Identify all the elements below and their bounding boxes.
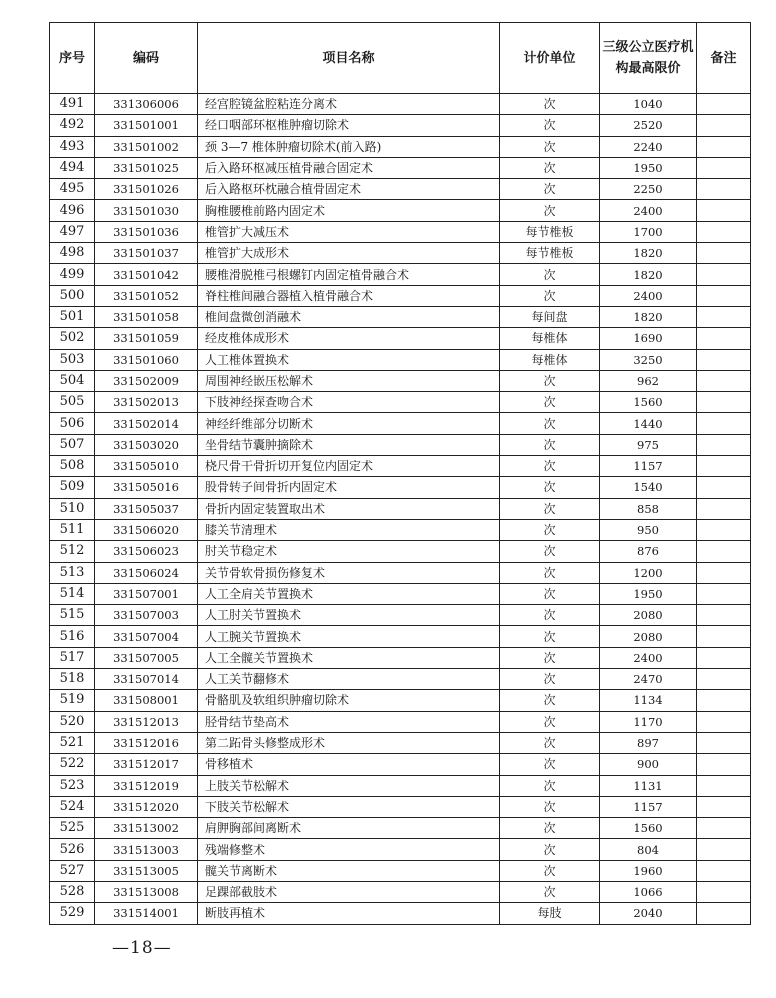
code-cell: 331501059 (95, 328, 198, 349)
remarks-cell (697, 179, 751, 200)
code-cell: 331502014 (95, 413, 198, 434)
table-row (50, 626, 751, 647)
remarks-cell (697, 349, 751, 370)
serial-number-cell: 511 (50, 519, 95, 540)
serial-number-cell: 495 (50, 179, 95, 200)
table-row (50, 903, 751, 924)
max-price-cell: 1040 (600, 94, 697, 115)
remarks-cell (697, 94, 751, 115)
pricing-unit-cell: 次 (500, 647, 600, 668)
serial-number-cell: 521 (50, 732, 95, 753)
item-name-cell: 周围神经嵌压松解术 (198, 370, 500, 391)
code-cell: 331505037 (95, 498, 198, 519)
item-name-cell: 胸椎腰椎前路内固定术 (198, 200, 500, 221)
remarks-cell (697, 775, 751, 796)
item-name-cell: 颈 3—7 椎体肿瘤切除术(前入路) (198, 136, 500, 157)
code-cell: 331501002 (95, 136, 198, 157)
code-cell: 331512013 (95, 711, 198, 732)
code-cell: 331503020 (95, 434, 198, 455)
pricing-unit-cell: 次 (500, 456, 600, 477)
max-price-cell: 2040 (600, 903, 697, 924)
table-row (50, 179, 751, 200)
max-price-cell: 1820 (600, 264, 697, 285)
item-name-cell: 后入路枢环枕融合植骨固定术 (198, 179, 500, 200)
table-row (50, 796, 751, 817)
code-cell: 331513008 (95, 881, 198, 902)
remarks-cell (697, 519, 751, 540)
table-row (50, 264, 751, 285)
item-name-cell: 经皮椎体成形术 (198, 328, 500, 349)
remarks-cell (697, 690, 751, 711)
serial-number-cell: 497 (50, 221, 95, 242)
code-cell: 331501036 (95, 221, 198, 242)
item-name-cell: 骨骼肌及软组织肿瘤切除术 (198, 690, 500, 711)
max-price-cell: 2250 (600, 179, 697, 200)
item-name-cell: 肩胛胸部间离断术 (198, 818, 500, 839)
max-price-cell: 804 (600, 839, 697, 860)
remarks-cell (697, 626, 751, 647)
table-row (50, 732, 751, 753)
item-name-cell: 人工全髋关节置换术 (198, 647, 500, 668)
max-price-cell: 1950 (600, 157, 697, 178)
table-row (50, 94, 751, 115)
item-name-cell: 经口咽部环枢椎肿瘤切除术 (198, 115, 500, 136)
remarks-cell (697, 583, 751, 604)
pricing-unit-cell: 次 (500, 413, 600, 434)
item-name-cell: 第二跖骨头修整成形术 (198, 732, 500, 753)
pricing-unit-cell: 每肢 (500, 903, 600, 924)
remarks-cell (697, 243, 751, 264)
serial-number-cell: 506 (50, 413, 95, 434)
max-price-cell: 1560 (600, 392, 697, 413)
item-name-cell: 椎管扩大减压术 (198, 221, 500, 242)
code-cell: 331512020 (95, 796, 198, 817)
remarks-cell (697, 136, 751, 157)
max-price-cell: 1131 (600, 775, 697, 796)
code-cell: 331506020 (95, 519, 198, 540)
item-name-cell: 髋关节离断术 (198, 860, 500, 881)
serial-number-cell: 496 (50, 200, 95, 221)
pricing-unit-cell: 次 (500, 690, 600, 711)
item-name-cell: 人工椎体置换术 (198, 349, 500, 370)
item-name-cell: 椎间盘微创消融术 (198, 306, 500, 327)
remarks-cell (697, 818, 751, 839)
item-name-cell: 足踝部截肢术 (198, 881, 500, 902)
remarks-cell (697, 541, 751, 562)
table-row (50, 221, 751, 242)
max-price-cell: 2400 (600, 285, 697, 306)
item-name-cell: 胫骨结节垫高术 (198, 711, 500, 732)
pricing-unit-cell: 次 (500, 881, 600, 902)
pricing-unit-cell: 每间盘 (500, 306, 600, 327)
code-cell: 331505010 (95, 456, 198, 477)
code-cell: 331507003 (95, 605, 198, 626)
page-number: —18— (112, 938, 172, 958)
code-cell: 331513003 (95, 839, 198, 860)
remarks-cell (697, 306, 751, 327)
item-name-cell: 人工关节翻修术 (198, 669, 500, 690)
remarks-cell (697, 221, 751, 242)
serial-number-cell: 491 (50, 94, 95, 115)
remarks-cell (697, 392, 751, 413)
table-row (50, 243, 751, 264)
pricing-unit-cell: 次 (500, 583, 600, 604)
pricing-unit-cell: 次 (500, 562, 600, 583)
serial-number-cell: 513 (50, 562, 95, 583)
serial-number-cell: 510 (50, 498, 95, 519)
max-price-cell: 2080 (600, 626, 697, 647)
pricing-unit-cell: 次 (500, 605, 600, 626)
pricing-unit-cell: 次 (500, 392, 600, 413)
pricing-unit-cell: 次 (500, 498, 600, 519)
max-price-cell: 1157 (600, 456, 697, 477)
code-cell: 331506024 (95, 562, 198, 583)
table-row (50, 647, 751, 668)
code-cell: 331501060 (95, 349, 198, 370)
remarks-cell (697, 796, 751, 817)
pricing-unit-cell: 次 (500, 669, 600, 690)
remarks-cell (697, 498, 751, 519)
max-price-cell: 1134 (600, 690, 697, 711)
code-cell: 331513002 (95, 818, 198, 839)
header-max-price: 三级公立医疗机构最高限价 (600, 23, 697, 94)
max-price-cell: 2400 (600, 200, 697, 221)
table-row (50, 115, 751, 136)
remarks-cell (697, 328, 751, 349)
pricing-unit-cell: 每椎体 (500, 349, 600, 370)
header-pricing-unit: 计价单位 (500, 23, 600, 94)
serial-number-cell: 507 (50, 434, 95, 455)
item-name-cell: 人工全肩关节置换术 (198, 583, 500, 604)
pricing-unit-cell: 次 (500, 541, 600, 562)
table-row (50, 541, 751, 562)
table-row (50, 839, 751, 860)
remarks-cell (697, 860, 751, 881)
max-price-cell: 1820 (600, 306, 697, 327)
pricing-unit-cell: 次 (500, 711, 600, 732)
code-cell: 331512017 (95, 754, 198, 775)
code-cell: 331501001 (95, 115, 198, 136)
code-cell: 331507005 (95, 647, 198, 668)
max-price-cell: 1170 (600, 711, 697, 732)
serial-number-cell: 504 (50, 370, 95, 391)
serial-number-cell: 512 (50, 541, 95, 562)
table-row (50, 285, 751, 306)
serial-number-cell: 518 (50, 669, 95, 690)
pricing-unit-cell: 次 (500, 519, 600, 540)
max-price-cell: 2520 (600, 115, 697, 136)
serial-number-cell: 522 (50, 754, 95, 775)
pricing-unit-cell: 次 (500, 264, 600, 285)
item-name-cell: 肘关节稳定术 (198, 541, 500, 562)
table-row (50, 605, 751, 626)
remarks-cell (697, 264, 751, 285)
serial-number-cell: 493 (50, 136, 95, 157)
max-price-cell: 897 (600, 732, 697, 753)
code-cell: 331507014 (95, 669, 198, 690)
pricing-unit-cell: 次 (500, 434, 600, 455)
serial-number-cell: 494 (50, 157, 95, 178)
remarks-cell (697, 881, 751, 902)
pricing-unit-cell: 次 (500, 796, 600, 817)
code-cell: 331506023 (95, 541, 198, 562)
item-name-cell: 骨折内固定装置取出术 (198, 498, 500, 519)
code-cell: 331501030 (95, 200, 198, 221)
serial-number-cell: 523 (50, 775, 95, 796)
max-price-cell: 1440 (600, 413, 697, 434)
serial-number-cell: 509 (50, 477, 95, 498)
table-row (50, 370, 751, 391)
item-name-cell: 人工腕关节置换术 (198, 626, 500, 647)
serial-number-cell: 499 (50, 264, 95, 285)
item-name-cell: 经宫腔镜盆腔粘连分离术 (198, 94, 500, 115)
code-cell: 331306006 (95, 94, 198, 115)
pricing-unit-cell: 次 (500, 626, 600, 647)
table-row (50, 562, 751, 583)
serial-number-cell: 528 (50, 881, 95, 902)
table-row (50, 818, 751, 839)
code-cell: 331501052 (95, 285, 198, 306)
table-row (50, 157, 751, 178)
item-name-cell: 椎管扩大成形术 (198, 243, 500, 264)
header-serial-number: 序号 (50, 23, 95, 94)
item-name-cell: 后入路环枢减压植骨融合固定术 (198, 157, 500, 178)
remarks-cell (697, 477, 751, 498)
code-cell: 331501058 (95, 306, 198, 327)
item-name-cell: 下肢关节松解术 (198, 796, 500, 817)
serial-number-cell: 502 (50, 328, 95, 349)
code-cell: 331502009 (95, 370, 198, 391)
header-code: 编码 (95, 23, 198, 94)
table-row (50, 519, 751, 540)
item-name-cell: 下肢神经探查吻合术 (198, 392, 500, 413)
code-cell: 331513005 (95, 860, 198, 881)
code-cell: 331502013 (95, 392, 198, 413)
remarks-cell (697, 285, 751, 306)
item-name-cell: 膝关节清理术 (198, 519, 500, 540)
pricing-unit-cell: 次 (500, 839, 600, 860)
code-cell: 331505016 (95, 477, 198, 498)
table-header (50, 23, 751, 94)
pricing-unit-cell: 次 (500, 157, 600, 178)
serial-number-cell: 514 (50, 583, 95, 604)
code-cell: 331501025 (95, 157, 198, 178)
pricing-unit-cell: 每节椎板 (500, 243, 600, 264)
remarks-cell (697, 115, 751, 136)
max-price-cell: 1560 (600, 818, 697, 839)
code-cell: 331512019 (95, 775, 198, 796)
table-row (50, 136, 751, 157)
remarks-cell (697, 434, 751, 455)
code-cell: 331501042 (95, 264, 198, 285)
max-price-cell: 1690 (600, 328, 697, 349)
max-price-cell: 2080 (600, 605, 697, 626)
pricing-unit-cell: 次 (500, 115, 600, 136)
serial-number-cell: 525 (50, 818, 95, 839)
max-price-cell: 1540 (600, 477, 697, 498)
remarks-cell (697, 562, 751, 583)
code-cell: 331512016 (95, 732, 198, 753)
remarks-cell (697, 732, 751, 753)
max-price-cell: 2470 (600, 669, 697, 690)
max-price-cell: 876 (600, 541, 697, 562)
max-price-cell: 2400 (600, 647, 697, 668)
serial-number-cell: 505 (50, 392, 95, 413)
table-row (50, 349, 751, 370)
table-row (50, 413, 751, 434)
serial-number-cell: 501 (50, 306, 95, 327)
max-price-cell: 1950 (600, 583, 697, 604)
item-name-cell: 脊柱椎间融合器植入植骨融合术 (198, 285, 500, 306)
remarks-cell (697, 903, 751, 924)
table-row (50, 477, 751, 498)
item-name-cell: 腰椎滑脱椎弓根螺钉内固定植骨融合术 (198, 264, 500, 285)
remarks-cell (697, 413, 751, 434)
header-remarks: 备注 (697, 23, 751, 94)
max-price-cell: 2240 (600, 136, 697, 157)
serial-number-cell: 524 (50, 796, 95, 817)
price-table (49, 22, 751, 925)
pricing-unit-cell: 每椎体 (500, 328, 600, 349)
table-row (50, 669, 751, 690)
max-price-cell: 962 (600, 370, 697, 391)
pricing-unit-cell: 次 (500, 370, 600, 391)
max-price-cell: 900 (600, 754, 697, 775)
item-name-cell: 人工肘关节置换术 (198, 605, 500, 626)
item-name-cell: 坐骨结节囊肿摘除术 (198, 434, 500, 455)
max-price-cell: 1200 (600, 562, 697, 583)
table-row (50, 456, 751, 477)
max-price-cell: 975 (600, 434, 697, 455)
serial-number-cell: 526 (50, 839, 95, 860)
code-cell: 331501026 (95, 179, 198, 200)
serial-number-cell: 515 (50, 605, 95, 626)
remarks-cell (697, 456, 751, 477)
table-row (50, 690, 751, 711)
table-body (50, 94, 751, 925)
serial-number-cell: 529 (50, 903, 95, 924)
remarks-cell (697, 157, 751, 178)
max-price-cell: 3250 (600, 349, 697, 370)
pricing-unit-cell: 次 (500, 477, 600, 498)
header-item-name: 项目名称 (198, 23, 500, 94)
max-price-cell: 1157 (600, 796, 697, 817)
pricing-unit-cell: 每节椎板 (500, 221, 600, 242)
item-name-cell: 股骨转子间骨折内固定术 (198, 477, 500, 498)
pricing-unit-cell: 次 (500, 818, 600, 839)
pricing-unit-cell: 次 (500, 754, 600, 775)
code-cell: 331508001 (95, 690, 198, 711)
table-row (50, 306, 751, 327)
remarks-cell (697, 370, 751, 391)
max-price-cell: 1700 (600, 221, 697, 242)
header-row (50, 23, 751, 94)
pricing-unit-cell: 次 (500, 285, 600, 306)
remarks-cell (697, 839, 751, 860)
remarks-cell (697, 754, 751, 775)
table-row (50, 328, 751, 349)
max-price-cell: 1960 (600, 860, 697, 881)
table-row (50, 434, 751, 455)
table-row (50, 860, 751, 881)
pricing-unit-cell: 次 (500, 136, 600, 157)
table-row (50, 711, 751, 732)
pricing-unit-cell: 次 (500, 200, 600, 221)
item-name-cell: 骨移植术 (198, 754, 500, 775)
table-row (50, 881, 751, 902)
remarks-cell (697, 711, 751, 732)
serial-number-cell: 500 (50, 285, 95, 306)
serial-number-cell: 520 (50, 711, 95, 732)
table-row (50, 775, 751, 796)
remarks-cell (697, 200, 751, 221)
table-row (50, 583, 751, 604)
item-name-cell: 桡尺骨干骨折切开复位内固定术 (198, 456, 500, 477)
max-price-cell: 858 (600, 498, 697, 519)
serial-number-cell: 517 (50, 647, 95, 668)
serial-number-cell: 516 (50, 626, 95, 647)
remarks-cell (697, 669, 751, 690)
code-cell: 331501037 (95, 243, 198, 264)
pricing-unit-cell: 次 (500, 732, 600, 753)
table-row (50, 200, 751, 221)
table-row (50, 754, 751, 775)
item-name-cell: 残端修整术 (198, 839, 500, 860)
code-cell: 331507004 (95, 626, 198, 647)
pricing-unit-cell: 次 (500, 775, 600, 796)
pricing-unit-cell: 次 (500, 94, 600, 115)
code-cell: 331507001 (95, 583, 198, 604)
serial-number-cell: 492 (50, 115, 95, 136)
table-row (50, 498, 751, 519)
pricing-unit-cell: 次 (500, 860, 600, 881)
serial-number-cell: 498 (50, 243, 95, 264)
serial-number-cell: 508 (50, 456, 95, 477)
item-name-cell: 断肢再植术 (198, 903, 500, 924)
max-price-cell: 950 (600, 519, 697, 540)
pricing-unit-cell: 次 (500, 179, 600, 200)
item-name-cell: 关节骨软骨损伤修复术 (198, 562, 500, 583)
max-price-cell: 1066 (600, 881, 697, 902)
serial-number-cell: 519 (50, 690, 95, 711)
table-row (50, 392, 751, 413)
remarks-cell (697, 647, 751, 668)
code-cell: 331514001 (95, 903, 198, 924)
max-price-cell: 1820 (600, 243, 697, 264)
item-name-cell: 神经纤维部分切断术 (198, 413, 500, 434)
item-name-cell: 上肢关节松解术 (198, 775, 500, 796)
serial-number-cell: 527 (50, 860, 95, 881)
remarks-cell (697, 605, 751, 626)
serial-number-cell: 503 (50, 349, 95, 370)
